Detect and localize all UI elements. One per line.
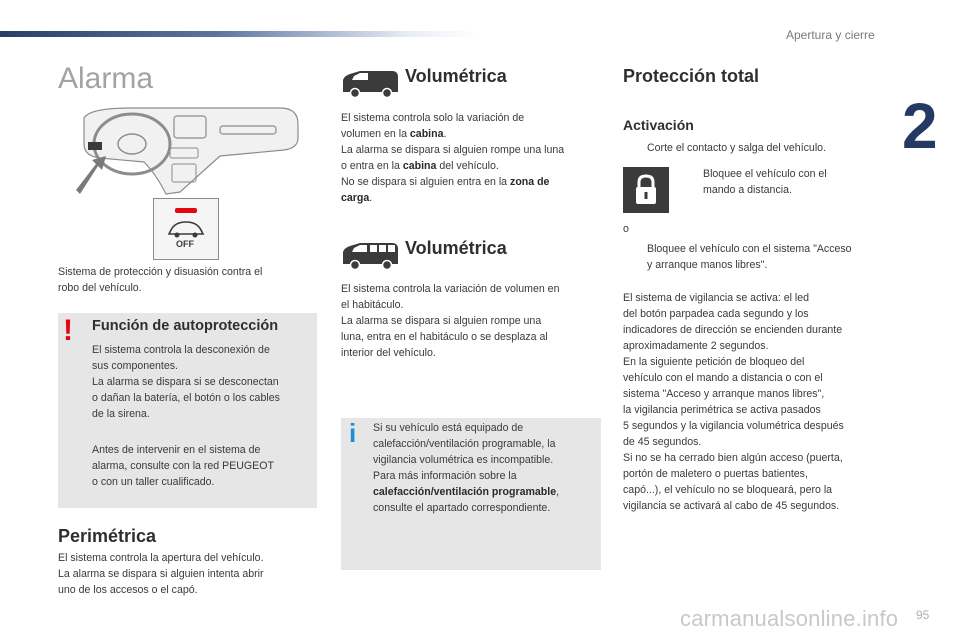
body-line: vigilancia se activará al cabo de 45 segundos. [623, 500, 840, 512]
caption-line: robo del vehículo. [58, 282, 142, 294]
volumetrica-heading: Volumétrica [405, 238, 507, 258]
van-cabin-icon [340, 68, 400, 98]
body-line: de 45 segundos. [623, 436, 702, 448]
vol2-line: luna, entra en el habitáculo o se desplaza al [341, 331, 548, 343]
warning-line: sus componentes. [92, 360, 178, 372]
warning-icon: ! [63, 314, 73, 347]
section-label: Apertura y cierre [786, 28, 875, 42]
vol1-line: o entra en la cabina del vehículo. [341, 160, 499, 172]
body-line: 5 segundos y la vigilancia volumétrica después [623, 420, 844, 432]
perimetrica-heading: Perimétrica [58, 526, 157, 546]
body-line: aproximadamente 2 segundos. [623, 340, 769, 352]
info-line: calefacción/ventilación programable, la [373, 438, 556, 450]
vol1-line: No se dispara si alguien entra en la zona de [341, 176, 550, 188]
body-line: portón de maletero o puertas batientes, [623, 468, 808, 480]
vol2-line: el habitáculo. [341, 299, 404, 311]
body-line: la vigilancia perimétrica se activa pasados [623, 404, 821, 416]
warning-line: La alarma se dispara si se desconectan [92, 376, 279, 388]
perimetrica-line: uno de los accesos o el capó. [58, 584, 198, 596]
lock-icon [623, 167, 669, 213]
info-line: calefacción/ventilación programable, [373, 486, 560, 498]
proteccion-total-heading: Protección total [623, 66, 760, 86]
vol1-line: volumen en la cabina. [341, 128, 447, 140]
body-line: del botón parpadea cada segundo y los [623, 308, 809, 320]
vol1-line: El sistema controla solo la variación de [341, 112, 525, 124]
off-label: OFF [176, 239, 194, 249]
vol2-line: El sistema controla la variación de volumen en [341, 283, 560, 295]
body-line: El sistema de vigilancia se activa: el led [623, 292, 810, 304]
vol1-line: La alarma se dispara si alguien rompe una luna [341, 144, 565, 156]
body-line: capó...), el vehículo no se bloqueará, pero la [623, 484, 833, 496]
vol1-line: carga. [341, 192, 373, 204]
warning-line: o dañan la batería, el botón o los cables [92, 392, 280, 404]
perimetrica-line: La alarma se dispara si alguien intenta abrir [58, 568, 264, 580]
warning-line: Antes de intervenir en el sistema de [92, 444, 261, 456]
warning-line: alarma, consulte con la red PEUGEOT [92, 460, 274, 472]
warning-line: El sistema controla la desconexión de [92, 344, 270, 356]
watermark: carmanualsonline.info [680, 606, 899, 631]
perimetrica-line: El sistema controla la apertura del vehículo. [58, 552, 264, 564]
info-icon: i [349, 418, 357, 448]
warning-line: de la sirena. [92, 408, 150, 420]
warning-title: Función de autoprotección [92, 318, 279, 334]
chapter-number: 2 [902, 90, 938, 162]
vol2-line: La alarma se dispara si alguien rompe una [341, 315, 542, 327]
info-line: Para más información sobre la [373, 470, 517, 482]
body-line: indicadores de dirección se encienden durante [623, 324, 843, 336]
alarm-off-switch-illustration [153, 198, 219, 260]
body-line: En la siguiente petición de bloqueo del [623, 356, 805, 368]
or-label: o [623, 223, 629, 235]
volumetrica-heading: Volumétrica [405, 66, 507, 86]
page-number: 95 [916, 608, 930, 622]
body-line: Si no se ha cerrado bien algún acceso (puerta, [623, 452, 843, 464]
info-line: vigilancia volumétrica es incompatible. [373, 454, 554, 466]
info-line: consulte el apartado correspondiente. [373, 502, 551, 514]
info-line: Si su vehículo está equipado de [373, 422, 524, 434]
caption-line: Sistema de protección y disuasión contra el [58, 266, 263, 278]
warning-line: o con un taller cualificado. [92, 476, 215, 488]
header-gradient-bar [0, 31, 480, 37]
lock-key-box [623, 167, 669, 213]
body-line: sistema "Acceso y arranque manos libres", [623, 388, 825, 400]
van-passenger-icon [340, 240, 400, 270]
dashboard-illustration [70, 104, 304, 198]
body-line: vehículo con el mando a distancia o con el [623, 372, 823, 384]
page-title: Alarma [58, 62, 154, 95]
activacion-heading: Activación [623, 117, 694, 133]
vol2-line: interior del vehículo. [341, 347, 436, 359]
